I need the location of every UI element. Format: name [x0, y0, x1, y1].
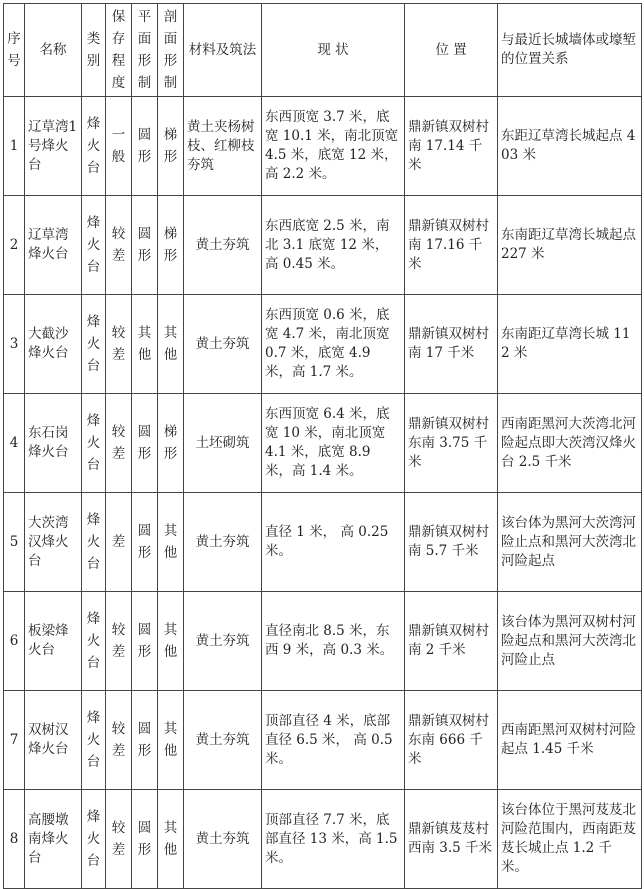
cell-location: 鼎新镇双树村南 17.16 千米	[405, 196, 498, 295]
header-name: 名称	[25, 4, 82, 97]
cell-material: 黄土夯筑	[184, 790, 262, 889]
cell-location: 鼎新镇双树村东南 666 千米	[405, 691, 498, 790]
cell-type: 烽火台	[82, 592, 106, 691]
cell-type: 烽火台	[82, 394, 106, 493]
cell-section: 其他	[158, 691, 184, 790]
cell-name: 双树汉烽火台	[25, 691, 82, 790]
cell-index: 5	[4, 493, 25, 592]
cell-preservation: 一般	[106, 97, 132, 196]
cell-name: 辽草湾1号烽火台	[25, 97, 82, 196]
cell-location: 鼎新镇双树村南 17.14 千米	[405, 97, 498, 196]
cell-index: 4	[4, 394, 25, 493]
cell-index: 3	[4, 295, 25, 394]
cell-location: 鼎新镇双树村东南 3.75 千米	[405, 394, 498, 493]
cell-type: 烽火台	[82, 790, 106, 889]
cell-section: 梯形	[158, 97, 184, 196]
cell-material: 黄土夯筑	[184, 295, 262, 394]
cell-type: 烽火台	[82, 493, 106, 592]
cell-section: 其他	[158, 295, 184, 394]
beacon-table	[3, 3, 642, 889]
cell-preservation: 较差	[106, 295, 132, 394]
table-row	[4, 394, 642, 493]
cell-plan: 圆形	[132, 592, 158, 691]
cell-location: 鼎新镇双树村南 5.7 千米	[405, 493, 498, 592]
cell-relation: 东南距辽草湾长城起点 227 米	[498, 196, 642, 295]
header-type: 类别	[82, 4, 106, 97]
cell-material: 黄土夯筑	[184, 196, 262, 295]
cell-material: 黄土夯筑	[184, 691, 262, 790]
cell-preservation: 较差	[106, 394, 132, 493]
cell-index: 2	[4, 196, 25, 295]
table-row	[4, 196, 642, 295]
cell-material: 土坯砌筑	[184, 394, 262, 493]
cell-location: 鼎新镇双树村南 17 千米	[405, 295, 498, 394]
header-material: 材料及筑法	[184, 4, 262, 97]
cell-index: 8	[4, 790, 25, 889]
cell-index: 1	[4, 97, 25, 196]
cell-name: 大截沙烽火台	[25, 295, 82, 394]
cell-status: 顶部直径 7.7 米，底部直径 13 米，高 1.5 米。	[262, 790, 405, 889]
cell-name: 高腰墩南烽火台	[25, 790, 82, 889]
table-row	[4, 295, 642, 394]
cell-section: 梯形	[158, 394, 184, 493]
cell-type: 烽火台	[82, 196, 106, 295]
header-preservation: 保存程度	[106, 4, 132, 97]
cell-plan: 圆形	[132, 493, 158, 592]
table-header-row	[4, 4, 642, 97]
cell-plan: 圆形	[132, 97, 158, 196]
cell-status: 东西顶宽 3.7 米，底宽 10.1 米，南北顶宽 4.5 米，底宽 12 米，高 2.2 米。	[262, 97, 405, 196]
cell-relation: 该台体位于黑河芨芨北河险范围内，西南距芨芨长城止点 1.2 千米。	[498, 790, 642, 889]
table-row	[4, 97, 642, 196]
table-row	[4, 691, 642, 790]
cell-name: 板梁烽火台	[25, 592, 82, 691]
cell-plan: 圆形	[132, 790, 158, 889]
cell-type: 烽火台	[82, 97, 106, 196]
cell-relation: 该台体为黑河双树村河险起点和黑河大茨湾北河险止点	[498, 592, 642, 691]
cell-location: 鼎新镇芨芨村西南 3.5 千米	[405, 790, 498, 889]
cell-type: 烽火台	[82, 295, 106, 394]
cell-material: 黄土夹杨树枝、红柳枝夯筑	[184, 97, 262, 196]
cell-plan: 圆形	[132, 394, 158, 493]
cell-relation: 东距辽草湾长城起点 403 米	[498, 97, 642, 196]
table-row	[4, 493, 642, 592]
cell-relation: 东南距辽草湾长城 112 米	[498, 295, 642, 394]
cell-preservation: 较差	[106, 790, 132, 889]
cell-status: 东西顶宽 6.4 米，底宽 10 米，南北顶宽 4.1 米，底宽 8.9 米，高 1.4 米。	[262, 394, 405, 493]
cell-location: 鼎新镇双树村南 2 千米	[405, 592, 498, 691]
cell-type: 烽火台	[82, 691, 106, 790]
table-row	[4, 592, 642, 691]
cell-name: 东石岗烽火台	[25, 394, 82, 493]
cell-material: 黄土夯筑	[184, 592, 262, 691]
cell-status: 直径南北 8.5 米，东西 9 米，高 0.3 米。	[262, 592, 405, 691]
cell-index: 7	[4, 691, 25, 790]
cell-relation: 该台体为黑河大茨湾河险止点和黑河大茨湾北河险起点	[498, 493, 642, 592]
header-status: 现 状	[262, 4, 405, 97]
cell-section: 其他	[158, 790, 184, 889]
cell-index: 6	[4, 592, 25, 691]
cell-preservation: 较差	[106, 196, 132, 295]
header-plan: 平面形制	[132, 4, 158, 97]
cell-status: 直径 1 米， 高 0.25 米。	[262, 493, 405, 592]
cell-relation: 西南距黑河双树村河险起点 1.45 千米	[498, 691, 642, 790]
cell-material: 黄土夯筑	[184, 493, 262, 592]
cell-plan: 其他	[132, 295, 158, 394]
header-relation: 与最近长城墙体或壕堑的位置关系	[498, 4, 642, 97]
cell-status: 顶部直径 4 米，底部直径 6.5 米， 高 0.5 米。	[262, 691, 405, 790]
cell-preservation: 较差	[106, 592, 132, 691]
cell-preservation: 差	[106, 493, 132, 592]
header-location: 位 置	[405, 4, 498, 97]
cell-plan: 圆形	[132, 691, 158, 790]
cell-preservation: 较差	[106, 691, 132, 790]
cell-name: 大茨湾汉烽火台	[25, 493, 82, 592]
header-section: 剖面形制	[158, 4, 184, 97]
cell-status: 东西底宽 2.5 米，南北 3.1 底宽 12 米，高 0.45 米。	[262, 196, 405, 295]
cell-status: 东西顶宽 0.6 米，底宽 4.7 米，南北顶宽 0.7 米，底宽 4.9 米，高 1.7 米。	[262, 295, 405, 394]
cell-name: 辽草湾烽火台	[25, 196, 82, 295]
header-index: 序号	[4, 4, 25, 97]
cell-section: 其他	[158, 592, 184, 691]
cell-section: 梯形	[158, 196, 184, 295]
cell-plan: 圆形	[132, 196, 158, 295]
cell-section: 其他	[158, 493, 184, 592]
cell-relation: 西南距黑河大茨湾北河险起点即大茨湾汉烽火台 2.5 千米	[498, 394, 642, 493]
table-row	[4, 790, 642, 889]
